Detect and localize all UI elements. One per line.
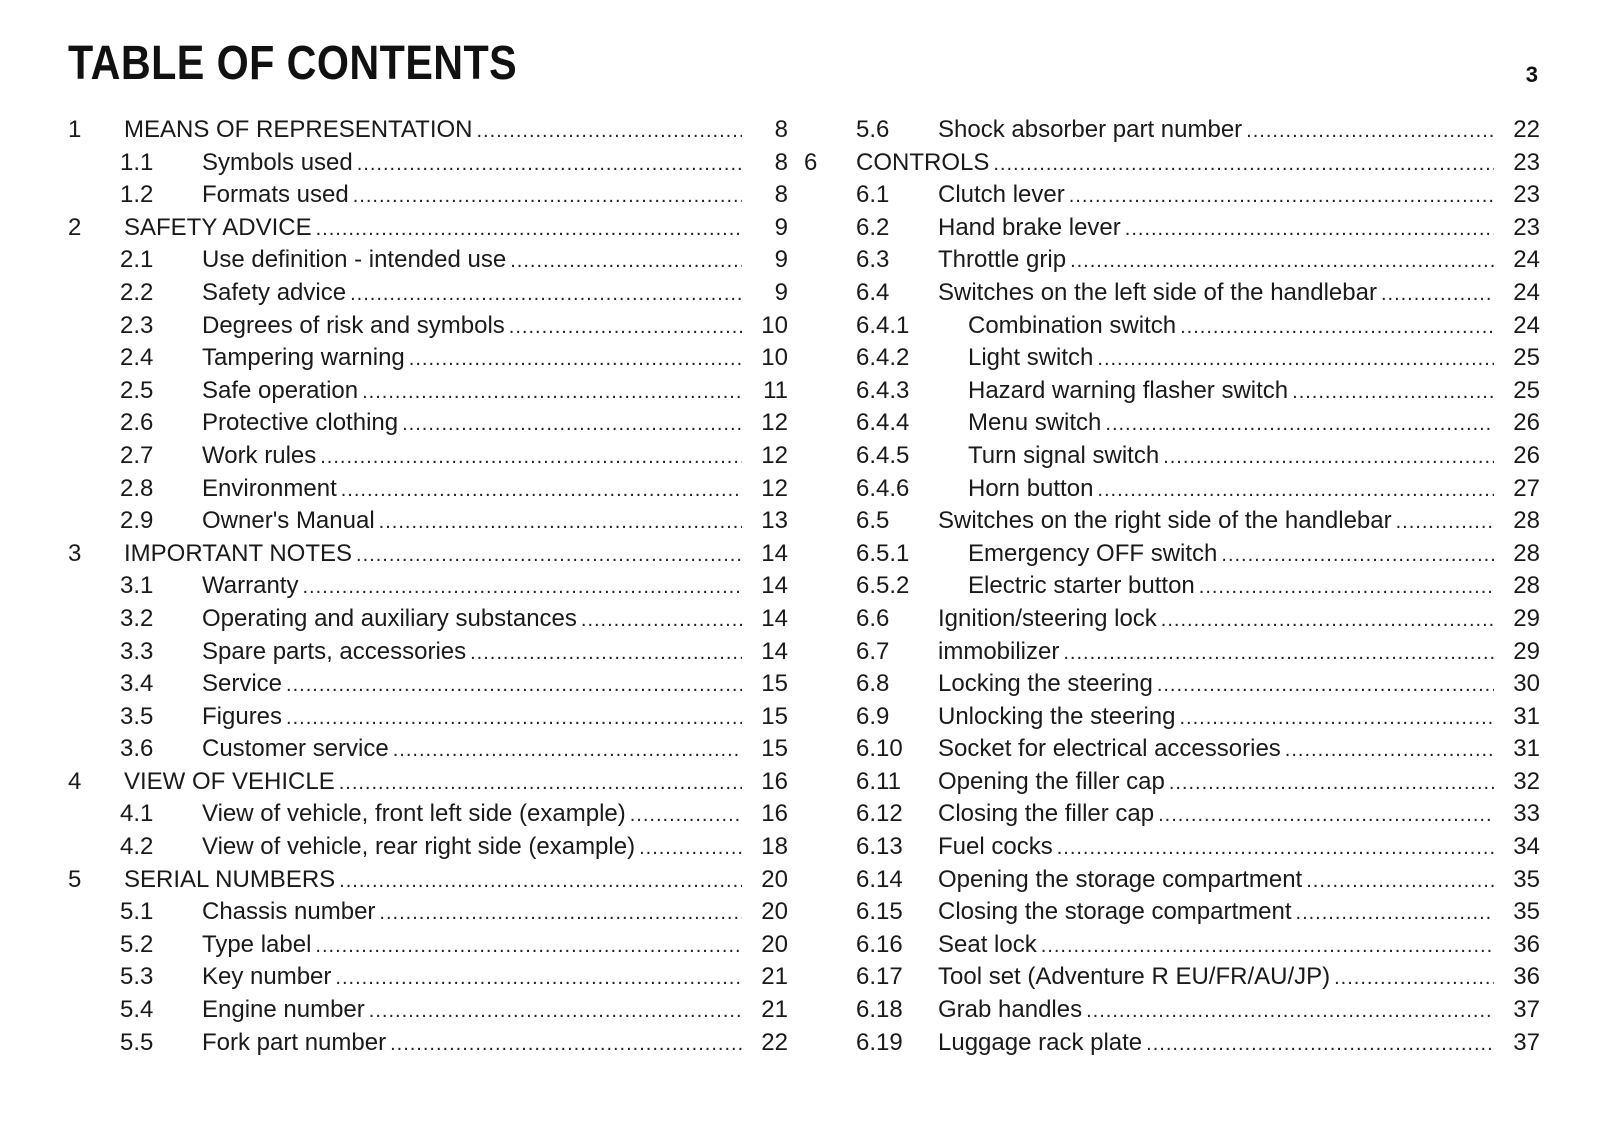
toc-entry-page: 12 — [761, 441, 788, 469]
toc-entry-number: 6.4.1 — [856, 311, 910, 339]
toc-entry[interactable] — [64, 636, 788, 669]
dot-leader — [409, 343, 742, 376]
toc-entry-title: Switches on the right side of the handlebar — [938, 507, 1392, 535]
toc-entry-title: Figures — [202, 702, 283, 730]
toc-entry-page: 10 — [761, 311, 788, 339]
toc-entry-number: 6.5 — [856, 507, 890, 535]
toc-entry-title: Operating and auxiliary substances — [202, 604, 577, 632]
toc-entry-title: Formats used — [202, 181, 349, 209]
toc-entry-number: 4 — [68, 767, 82, 795]
toc-entry[interactable] — [800, 831, 1540, 864]
toc-entry-title: Clutch lever — [938, 181, 1065, 209]
toc-entry[interactable] — [64, 603, 788, 636]
toc-entry-page: 35 — [1513, 865, 1540, 893]
dot-leader — [1221, 539, 1494, 572]
toc-entry-page: 15 — [761, 735, 788, 763]
toc-entry-page: 27 — [1513, 474, 1540, 502]
toc-entry[interactable] — [64, 342, 788, 375]
toc-entry-page: 25 — [1513, 344, 1540, 372]
toc-entry-number: 6.2 — [856, 213, 890, 241]
toc-entry[interactable] — [64, 440, 788, 473]
dot-leader — [993, 148, 1494, 181]
dot-leader — [1105, 408, 1494, 441]
toc-entry[interactable] — [64, 277, 788, 310]
toc-entry-title: Tool set (Adventure R EU/FR/AU/JP) — [938, 963, 1331, 991]
toc-entry[interactable] — [800, 147, 1540, 180]
toc-entry-title: immobilizer — [938, 637, 1060, 665]
toc-entry-number: 6.14 — [856, 865, 903, 893]
toc-entry[interactable] — [64, 831, 788, 864]
toc-right-column — [800, 114, 1540, 1059]
dot-leader — [1158, 799, 1494, 832]
dot-leader — [402, 408, 742, 441]
toc-entry-title: Combination switch — [968, 311, 1177, 339]
toc-entry-title: Closing the filler cap — [938, 800, 1155, 828]
toc-entry-title: Tampering warning — [202, 344, 405, 372]
toc-entry[interactable] — [64, 114, 788, 147]
toc-entry-number: 2 — [68, 213, 82, 241]
dot-leader — [1296, 897, 1494, 930]
dot-leader — [1306, 865, 1494, 898]
toc-entry-number: 6.6 — [856, 604, 890, 632]
toc-entry-page: 8 — [774, 116, 788, 143]
toc-entry[interactable] — [64, 701, 788, 734]
dot-leader — [476, 115, 742, 148]
toc-entry[interactable] — [800, 342, 1540, 375]
toc-entry-title: Warranty — [202, 572, 299, 600]
toc-entry-title: Grab handles — [938, 996, 1083, 1024]
toc-entry-page: 30 — [1513, 670, 1540, 698]
toc-entry-page: 9 — [774, 213, 788, 241]
toc-entry[interactable] — [800, 668, 1540, 701]
toc-entry[interactable] — [800, 994, 1540, 1027]
toc-entry-number: 3.3 — [120, 637, 154, 665]
dot-leader — [286, 702, 742, 735]
toc-entry-page: 14 — [761, 572, 788, 600]
dot-leader — [639, 832, 742, 865]
toc-entry-title: Key number — [202, 963, 332, 991]
toc-entry-page: 10 — [761, 344, 788, 372]
toc-entry-number: 5.6 — [856, 116, 890, 143]
toc-entry-number: 6.9 — [856, 702, 890, 730]
toc-entry-number: 2.2 — [120, 278, 154, 306]
toc-entry-number: 5.5 — [120, 1028, 154, 1056]
toc-entry-title: Emergency OFF switch — [968, 539, 1218, 567]
toc-entry-page: 37 — [1513, 996, 1540, 1024]
toc-entry-number: 4.1 — [120, 800, 154, 828]
toc-entry-number: 6.15 — [856, 898, 903, 926]
toc-entry[interactable] — [800, 505, 1540, 538]
toc-entry-number: 2.8 — [120, 474, 154, 502]
toc-entry[interactable] — [64, 179, 788, 212]
dot-leader — [302, 571, 742, 604]
toc-entry-number: 2.1 — [120, 246, 154, 274]
toc-entry[interactable] — [64, 994, 788, 1027]
toc-entry[interactable] — [800, 473, 1540, 506]
toc-entry-page: 12 — [761, 409, 788, 437]
toc-entry-page: 16 — [761, 800, 788, 828]
dot-leader — [1334, 962, 1494, 995]
toc-entry-title: Unlocking the steering — [938, 702, 1176, 730]
toc-entry[interactable] — [800, 896, 1540, 929]
toc-entry[interactable] — [800, 407, 1540, 440]
toc-entry[interactable] — [64, 929, 788, 962]
toc-entry-title: Safety advice — [202, 278, 347, 306]
dot-leader — [1163, 441, 1494, 474]
toc-entry-title: Work rules — [202, 441, 317, 469]
toc-entry-number: 3.6 — [120, 735, 154, 763]
toc-entry-title: Opening the filler cap — [938, 767, 1165, 795]
toc-entry[interactable] — [800, 961, 1540, 994]
dot-leader — [369, 995, 742, 1028]
dot-leader — [470, 637, 742, 670]
toc-entry[interactable] — [800, 375, 1540, 408]
toc-entry-page: 25 — [1513, 376, 1540, 404]
dot-leader — [1396, 506, 1494, 539]
toc-entry[interactable] — [64, 570, 788, 603]
toc-entry-title: CONTROLS — [856, 148, 990, 176]
dot-leader — [1146, 1028, 1494, 1061]
toc-entry-title: Ignition/steering lock — [938, 604, 1157, 632]
toc-entry-page: 28 — [1513, 572, 1540, 600]
dot-leader — [1057, 832, 1494, 865]
toc-entry-page: 14 — [761, 539, 788, 567]
toc-entry-page: 28 — [1513, 539, 1540, 567]
dot-leader — [353, 180, 742, 213]
toc-entry-number: 1.2 — [120, 181, 154, 209]
toc-entry[interactable] — [800, 538, 1540, 571]
toc-entry-page: 24 — [1513, 278, 1540, 306]
dot-leader — [1180, 311, 1494, 344]
toc-entry-title: Fuel cocks — [938, 833, 1053, 861]
toc-entry-number: 5.1 — [120, 898, 154, 926]
toc-entry[interactable] — [64, 147, 788, 180]
toc-entry[interactable] — [800, 244, 1540, 277]
toc-entry-title: Turn signal switch — [968, 441, 1160, 469]
toc-entry[interactable] — [64, 961, 788, 994]
page-title: TABLE OF CONTENTS — [68, 37, 518, 90]
toc-entry-page: 21 — [761, 963, 788, 991]
toc-entry-title: Fork part number — [202, 1028, 387, 1056]
toc-entry-page: 34 — [1513, 833, 1540, 861]
toc-entry-title: Protective clothing — [202, 409, 399, 437]
toc-entry-page: 9 — [774, 246, 788, 274]
toc-entry-number: 6 — [804, 148, 818, 176]
toc-entry-number: 1.1 — [120, 148, 154, 176]
toc-entry[interactable] — [64, 538, 788, 571]
toc-entry-title: Spare parts, accessories — [202, 637, 467, 665]
toc-entry-number: 6.4.5 — [856, 441, 910, 469]
toc-entry-page: 23 — [1513, 148, 1540, 176]
toc-entry-number: 3 — [68, 539, 82, 567]
toc-entry-number: 6.4.2 — [856, 344, 910, 372]
toc-entry-number: 6.19 — [856, 1028, 903, 1056]
dot-leader — [1199, 571, 1494, 604]
toc-entry-page: 21 — [761, 996, 788, 1024]
toc-entry[interactable] — [64, 864, 788, 897]
toc-entry[interactable] — [64, 407, 788, 440]
dot-leader — [509, 311, 742, 344]
toc-entry-page: 26 — [1513, 409, 1540, 437]
toc-entry-page: 29 — [1513, 637, 1540, 665]
toc-entry-title: Luggage rack plate — [938, 1028, 1143, 1056]
toc-entry-number: 6.8 — [856, 670, 890, 698]
toc-entry-title: Hand brake lever — [938, 213, 1121, 241]
page-number: 3 — [1525, 62, 1538, 87]
toc-entry-title: Light switch — [968, 344, 1094, 372]
toc-entry-number: 6.13 — [856, 833, 903, 861]
toc-entry[interactable] — [800, 310, 1540, 343]
toc-entry-page: 23 — [1513, 181, 1540, 209]
toc-entry-number: 4.2 — [120, 833, 154, 861]
toc-entry-number: 6.5.1 — [856, 539, 910, 567]
toc-entry-number: 6.10 — [856, 735, 903, 763]
toc-entry-number: 5 — [68, 865, 82, 893]
dot-leader — [1179, 702, 1494, 735]
toc-entry-title: SAFETY ADVICE — [124, 213, 312, 241]
toc-entry-number: 2.3 — [120, 311, 154, 339]
toc-entry-number: 6.18 — [856, 996, 903, 1024]
toc-entry-page: 31 — [1513, 735, 1540, 763]
toc-entry-page: 28 — [1513, 507, 1540, 535]
toc-entry-number: 6.4 — [856, 278, 890, 306]
toc-entry[interactable] — [800, 636, 1540, 669]
toc-entry-title: Locking the steering — [938, 670, 1153, 698]
toc-entry-title: Service — [202, 670, 283, 698]
toc-entry-title: Socket for electrical accessories — [938, 735, 1281, 763]
toc-entry[interactable] — [800, 929, 1540, 962]
toc-entry-number: 6.17 — [856, 963, 903, 991]
toc-entry-page: 32 — [1513, 767, 1540, 795]
toc-entry-page: 15 — [761, 702, 788, 730]
toc-entry-title: Chassis number — [202, 898, 376, 926]
dot-leader — [1063, 637, 1494, 670]
toc-entry-number: 6.4.3 — [856, 376, 910, 404]
toc-entry-title: Environment — [202, 474, 337, 502]
dot-leader — [316, 213, 742, 246]
toc-entry[interactable] — [800, 277, 1540, 310]
toc-entry-title: View of vehicle, front left side (example) — [202, 800, 626, 828]
toc-entry-title: Owner's Manual — [202, 507, 375, 535]
toc-entry-page: 23 — [1513, 213, 1540, 241]
toc-entry-page: 9 — [774, 278, 788, 306]
toc-entry-number: 2.7 — [120, 441, 154, 469]
dot-leader — [341, 474, 742, 507]
toc-entry[interactable] — [64, 1027, 788, 1060]
toc-entry-page: 36 — [1513, 963, 1540, 991]
toc-entry-title: Use definition - intended use — [202, 246, 507, 274]
dot-leader — [581, 604, 742, 637]
toc-entry[interactable] — [64, 473, 788, 506]
toc-entry-page: 14 — [761, 604, 788, 632]
toc-entry-title: Degrees of risk and symbols — [202, 311, 505, 339]
toc-entry-number: 5.2 — [120, 930, 154, 958]
toc-entry-page: 15 — [761, 670, 788, 698]
dot-leader — [1070, 245, 1494, 278]
dot-leader — [1125, 213, 1494, 246]
dot-leader — [1041, 930, 1494, 963]
dot-leader — [390, 1028, 742, 1061]
toc-entry-page: 33 — [1513, 800, 1540, 828]
toc-entry-title: Customer service — [202, 735, 389, 763]
toc-entry-title: SERIAL NUMBERS — [124, 865, 336, 893]
dot-leader — [286, 669, 742, 702]
dot-leader — [1097, 474, 1494, 507]
toc-entry-title: Safe operation — [202, 376, 359, 404]
dot-leader — [315, 930, 742, 963]
toc-entry-page: 8 — [774, 148, 788, 176]
toc-entry-number: 6.7 — [856, 637, 890, 665]
toc-entry[interactable] — [64, 310, 788, 343]
dot-leader — [379, 506, 742, 539]
toc-entry-number: 2.6 — [120, 409, 154, 437]
toc-entry-number: 2.9 — [120, 507, 154, 535]
toc-entry[interactable] — [800, 733, 1540, 766]
dot-leader — [379, 897, 742, 930]
toc-entry[interactable] — [800, 864, 1540, 897]
toc-entry-title: Opening the storage compartment — [938, 865, 1303, 893]
toc-entry-title: Throttle grip — [938, 246, 1067, 274]
toc-entry-number: 5.4 — [120, 996, 154, 1024]
toc-entry[interactable] — [64, 896, 788, 929]
dot-leader — [1161, 604, 1494, 637]
toc-entry-number: 6.1 — [856, 181, 890, 209]
toc-entry-page: 13 — [761, 507, 788, 535]
toc-entry-title: Closing the storage compartment — [938, 898, 1292, 926]
dot-leader — [1246, 115, 1494, 148]
toc-entry-title: Type label — [202, 930, 312, 958]
toc-entry[interactable] — [800, 570, 1540, 603]
toc-entry-page: 11 — [763, 376, 788, 404]
toc-entry[interactable] — [64, 505, 788, 538]
toc-entry-number: 6.16 — [856, 930, 903, 958]
toc-entry[interactable] — [800, 114, 1540, 147]
toc-entry[interactable] — [800, 440, 1540, 473]
dot-leader — [1097, 343, 1494, 376]
toc-entry-page: 18 — [761, 833, 788, 861]
toc-entry-number: 3.5 — [120, 702, 154, 730]
dot-leader — [350, 278, 742, 311]
toc-entry-number: 2.4 — [120, 344, 154, 372]
toc-entry-page: 8 — [774, 181, 788, 209]
dot-leader — [362, 376, 742, 409]
toc-entry-page: 16 — [761, 767, 788, 795]
toc-entry-title: IMPORTANT NOTES — [124, 539, 353, 567]
dot-leader — [339, 865, 742, 898]
dot-leader — [1086, 995, 1494, 1028]
dot-leader — [1169, 767, 1494, 800]
toc-entry-number: 6.12 — [856, 800, 903, 828]
dot-leader — [1292, 376, 1494, 409]
toc-entry-number: 3.4 — [120, 670, 154, 698]
dot-leader — [510, 245, 742, 278]
toc-entry[interactable] — [64, 212, 788, 245]
toc-entry-number: 6.11 — [856, 767, 901, 795]
toc-entry[interactable] — [800, 798, 1540, 831]
toc-entry-number: 1 — [68, 116, 82, 143]
toc-entry-title: Seat lock — [938, 930, 1037, 958]
toc-entry-number: 6.4.4 — [856, 409, 910, 437]
toc-entry-number: 5.3 — [120, 963, 154, 991]
dot-leader — [1157, 669, 1494, 702]
toc-entry[interactable] — [800, 212, 1540, 245]
toc-left-column — [64, 114, 788, 1059]
dot-leader — [356, 539, 742, 572]
toc-entry[interactable] — [800, 701, 1540, 734]
toc-entry-number: 6.4.6 — [856, 474, 910, 502]
toc-entry-title: Switches on the left side of the handlebar — [938, 278, 1377, 306]
toc-entry[interactable] — [800, 603, 1540, 636]
toc-entry-title: Menu switch — [968, 409, 1102, 437]
toc-entry[interactable] — [64, 733, 788, 766]
dot-leader — [630, 799, 742, 832]
toc-entry-page: 12 — [761, 474, 788, 502]
toc-entry-page: 31 — [1513, 702, 1540, 730]
toc-entry-page: 20 — [761, 865, 788, 893]
toc-entry[interactable] — [800, 1027, 1540, 1060]
dot-leader — [335, 962, 742, 995]
toc-entry-number: 6.3 — [856, 246, 890, 274]
toc-entry-page: 22 — [1513, 116, 1540, 143]
toc-entry[interactable] — [64, 375, 788, 408]
dot-leader — [1285, 734, 1494, 767]
dot-leader — [339, 767, 742, 800]
toc-entry[interactable] — [64, 668, 788, 701]
dot-leader — [393, 734, 742, 767]
toc-entry-title: Shock absorber part number — [938, 116, 1243, 143]
toc-entry[interactable] — [800, 766, 1540, 799]
toc-entry-title: Hazard warning flasher switch — [968, 376, 1289, 404]
dot-leader — [357, 148, 742, 181]
toc-entry-page: 24 — [1513, 246, 1540, 274]
dot-leader — [320, 441, 742, 474]
toc-entry-title: VIEW OF VEHICLE — [124, 767, 335, 795]
toc-entry-title: MEANS OF REPRESENTATION — [124, 116, 473, 143]
toc-entry-title: Engine number — [202, 996, 365, 1024]
toc-entry-title: Horn button — [968, 474, 1094, 502]
toc-entry-page: 20 — [761, 930, 788, 958]
toc-entry-page: 36 — [1513, 930, 1540, 958]
toc-entry-title: View of vehicle, rear right side (example) — [202, 833, 636, 861]
toc-entry-page: 37 — [1513, 1028, 1540, 1056]
toc-entry-page: 22 — [761, 1028, 788, 1056]
toc-entry-page: 14 — [761, 637, 788, 665]
toc-entry[interactable] — [64, 798, 788, 831]
toc-entry-page: 26 — [1513, 441, 1540, 469]
toc-entry-number: 3.2 — [120, 604, 154, 632]
toc-entry-page: 29 — [1513, 604, 1540, 632]
toc-entry-number: 6.5.2 — [856, 572, 910, 600]
toc-entry-page: 35 — [1513, 898, 1540, 926]
toc-entry-page: 20 — [761, 898, 788, 926]
toc-entry-title: Symbols used — [202, 148, 353, 176]
toc-entry[interactable] — [64, 766, 788, 799]
dot-leader — [1381, 278, 1494, 311]
toc-entry[interactable] — [800, 179, 1540, 212]
toc-entry-number: 3.1 — [120, 572, 154, 600]
toc-entry-number: 2.5 — [120, 376, 154, 404]
toc-entry[interactable] — [64, 244, 788, 277]
toc-entry-page: 24 — [1513, 311, 1540, 339]
dot-leader — [1069, 180, 1494, 213]
toc-entry-title: Electric starter button — [968, 572, 1195, 600]
